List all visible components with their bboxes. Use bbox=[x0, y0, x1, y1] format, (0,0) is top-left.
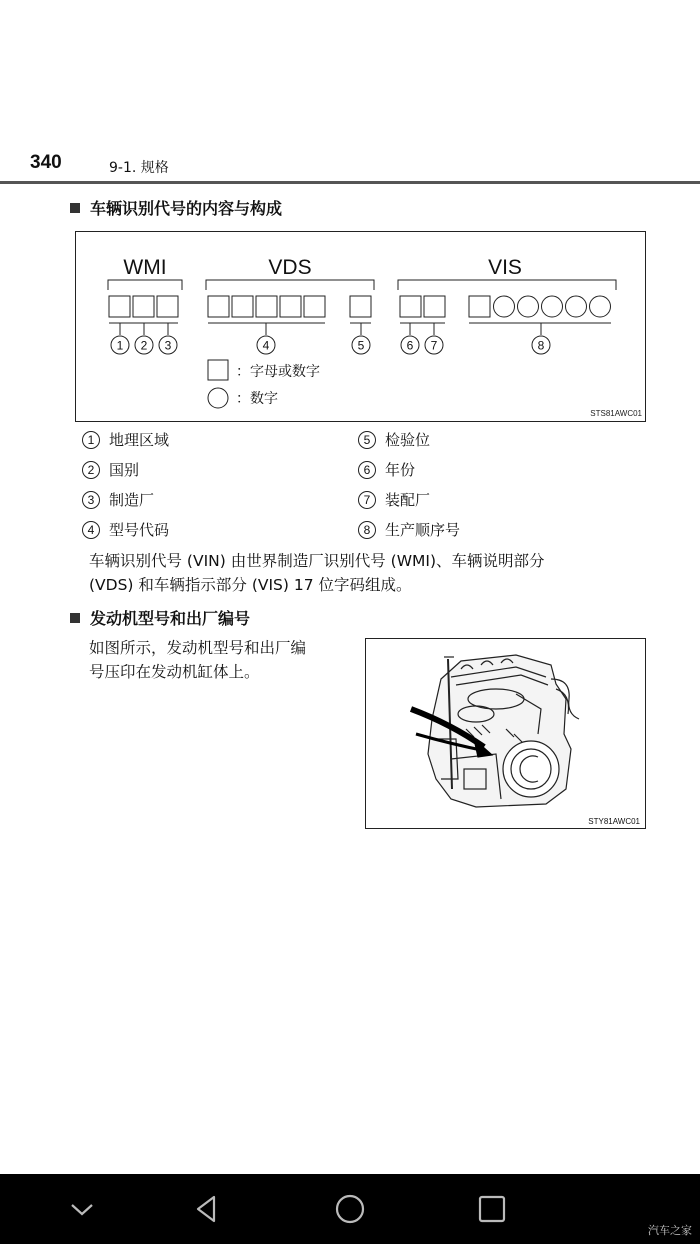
callout-8: 8 bbox=[537, 338, 545, 353]
group-label-vds: VDS bbox=[268, 256, 312, 279]
engine-drawing bbox=[366, 639, 645, 828]
figure-code-vin: STS81AWC01 bbox=[590, 409, 642, 418]
callout-3: 3 bbox=[164, 338, 172, 353]
legend-number: 5 bbox=[358, 431, 376, 449]
recents-square-icon[interactable] bbox=[475, 1192, 509, 1226]
chapter-title: 9-1. 规格 bbox=[109, 160, 169, 176]
engine-description bbox=[89, 636, 359, 684]
vin-description-line: (VDS) 和车辆指示部分 (VIS) 17 位字码组成。 bbox=[89, 576, 412, 594]
wmi-squares bbox=[109, 296, 178, 317]
legend-item bbox=[82, 489, 154, 510]
key-circle-icon bbox=[208, 388, 228, 408]
callout-4: 4 bbox=[262, 338, 270, 353]
legend-item bbox=[358, 519, 460, 540]
legend-label: 生产顺序号 bbox=[385, 521, 461, 539]
page-number: 340 bbox=[30, 152, 62, 173]
figure-code-engine: STY81AWC01 bbox=[588, 817, 640, 826]
page-header bbox=[0, 150, 700, 184]
legend-label: 装配厂 bbox=[385, 491, 431, 509]
key-square-label: ：字母或数字 bbox=[236, 363, 320, 379]
home-circle-icon[interactable] bbox=[333, 1192, 367, 1226]
legend-number: 7 bbox=[358, 491, 376, 509]
header-divider bbox=[0, 181, 700, 184]
bracket-vis bbox=[398, 280, 616, 290]
vin-description bbox=[89, 549, 689, 597]
group-label-wmi: WMI bbox=[123, 256, 167, 279]
bullet-square-icon bbox=[70, 203, 80, 213]
legend-number: 1 bbox=[82, 431, 100, 449]
engine-description-line: 如图所示，发动机型号和出厂编 bbox=[89, 639, 307, 657]
key-circle-label: ：数字 bbox=[236, 390, 278, 406]
bullet-square-icon bbox=[70, 613, 80, 623]
engine-description-line: 号压印在发动机缸体上。 bbox=[89, 663, 260, 681]
vin-diagram bbox=[75, 231, 646, 422]
section-title-text: 发动机型号和出厂编号 bbox=[90, 609, 251, 628]
engine-illustration bbox=[365, 638, 646, 829]
legend-item bbox=[358, 459, 415, 480]
vin-description-line: 车辆识别代号 (VIN) 由世界制造厂识别代号 (WMI)、车辆说明部分 bbox=[89, 552, 545, 570]
legend-item bbox=[358, 429, 430, 450]
callout-1: 1 bbox=[116, 338, 124, 353]
leader-lines bbox=[109, 323, 611, 335]
legend-label: 型号代码 bbox=[109, 521, 170, 539]
legend-label: 地理区域 bbox=[109, 431, 170, 449]
legend-item bbox=[82, 429, 169, 450]
legend-item bbox=[82, 459, 139, 480]
legend-label: 检验位 bbox=[385, 431, 431, 449]
callout-7: 7 bbox=[430, 338, 438, 353]
callout-2: 2 bbox=[140, 338, 148, 353]
callout-5: 5 bbox=[357, 338, 365, 353]
vis-characters bbox=[400, 296, 611, 317]
legend-label: 年份 bbox=[385, 461, 416, 479]
callout-6: 6 bbox=[406, 338, 414, 353]
legend-number: 3 bbox=[82, 491, 100, 509]
legend-label: 国别 bbox=[109, 461, 140, 479]
legend-number: 4 bbox=[82, 521, 100, 539]
section-title-vin bbox=[70, 196, 282, 219]
vin-diagram-svg bbox=[76, 232, 647, 423]
chevron-down-icon[interactable] bbox=[65, 1192, 99, 1226]
group-label-vis: VIS bbox=[488, 256, 522, 279]
vds-squares bbox=[208, 296, 371, 317]
legend-number: 2 bbox=[82, 461, 100, 479]
bracket-vds bbox=[206, 280, 374, 290]
navigation-bar bbox=[0, 1174, 700, 1244]
section-title-engine bbox=[70, 606, 250, 629]
callout-circles bbox=[111, 336, 550, 354]
legend-label: 制造厂 bbox=[109, 491, 155, 509]
bracket-wmi bbox=[108, 280, 182, 290]
section-title-text: 车辆识别代号的内容与构成 bbox=[90, 199, 283, 218]
watermark: 汽车之家 bbox=[648, 1224, 692, 1237]
legend-item bbox=[82, 519, 169, 540]
back-triangle-icon[interactable] bbox=[190, 1192, 224, 1226]
legend-number: 6 bbox=[358, 461, 376, 479]
legend-number: 8 bbox=[358, 521, 376, 539]
key-square-icon bbox=[208, 360, 228, 380]
legend-item bbox=[358, 489, 430, 510]
